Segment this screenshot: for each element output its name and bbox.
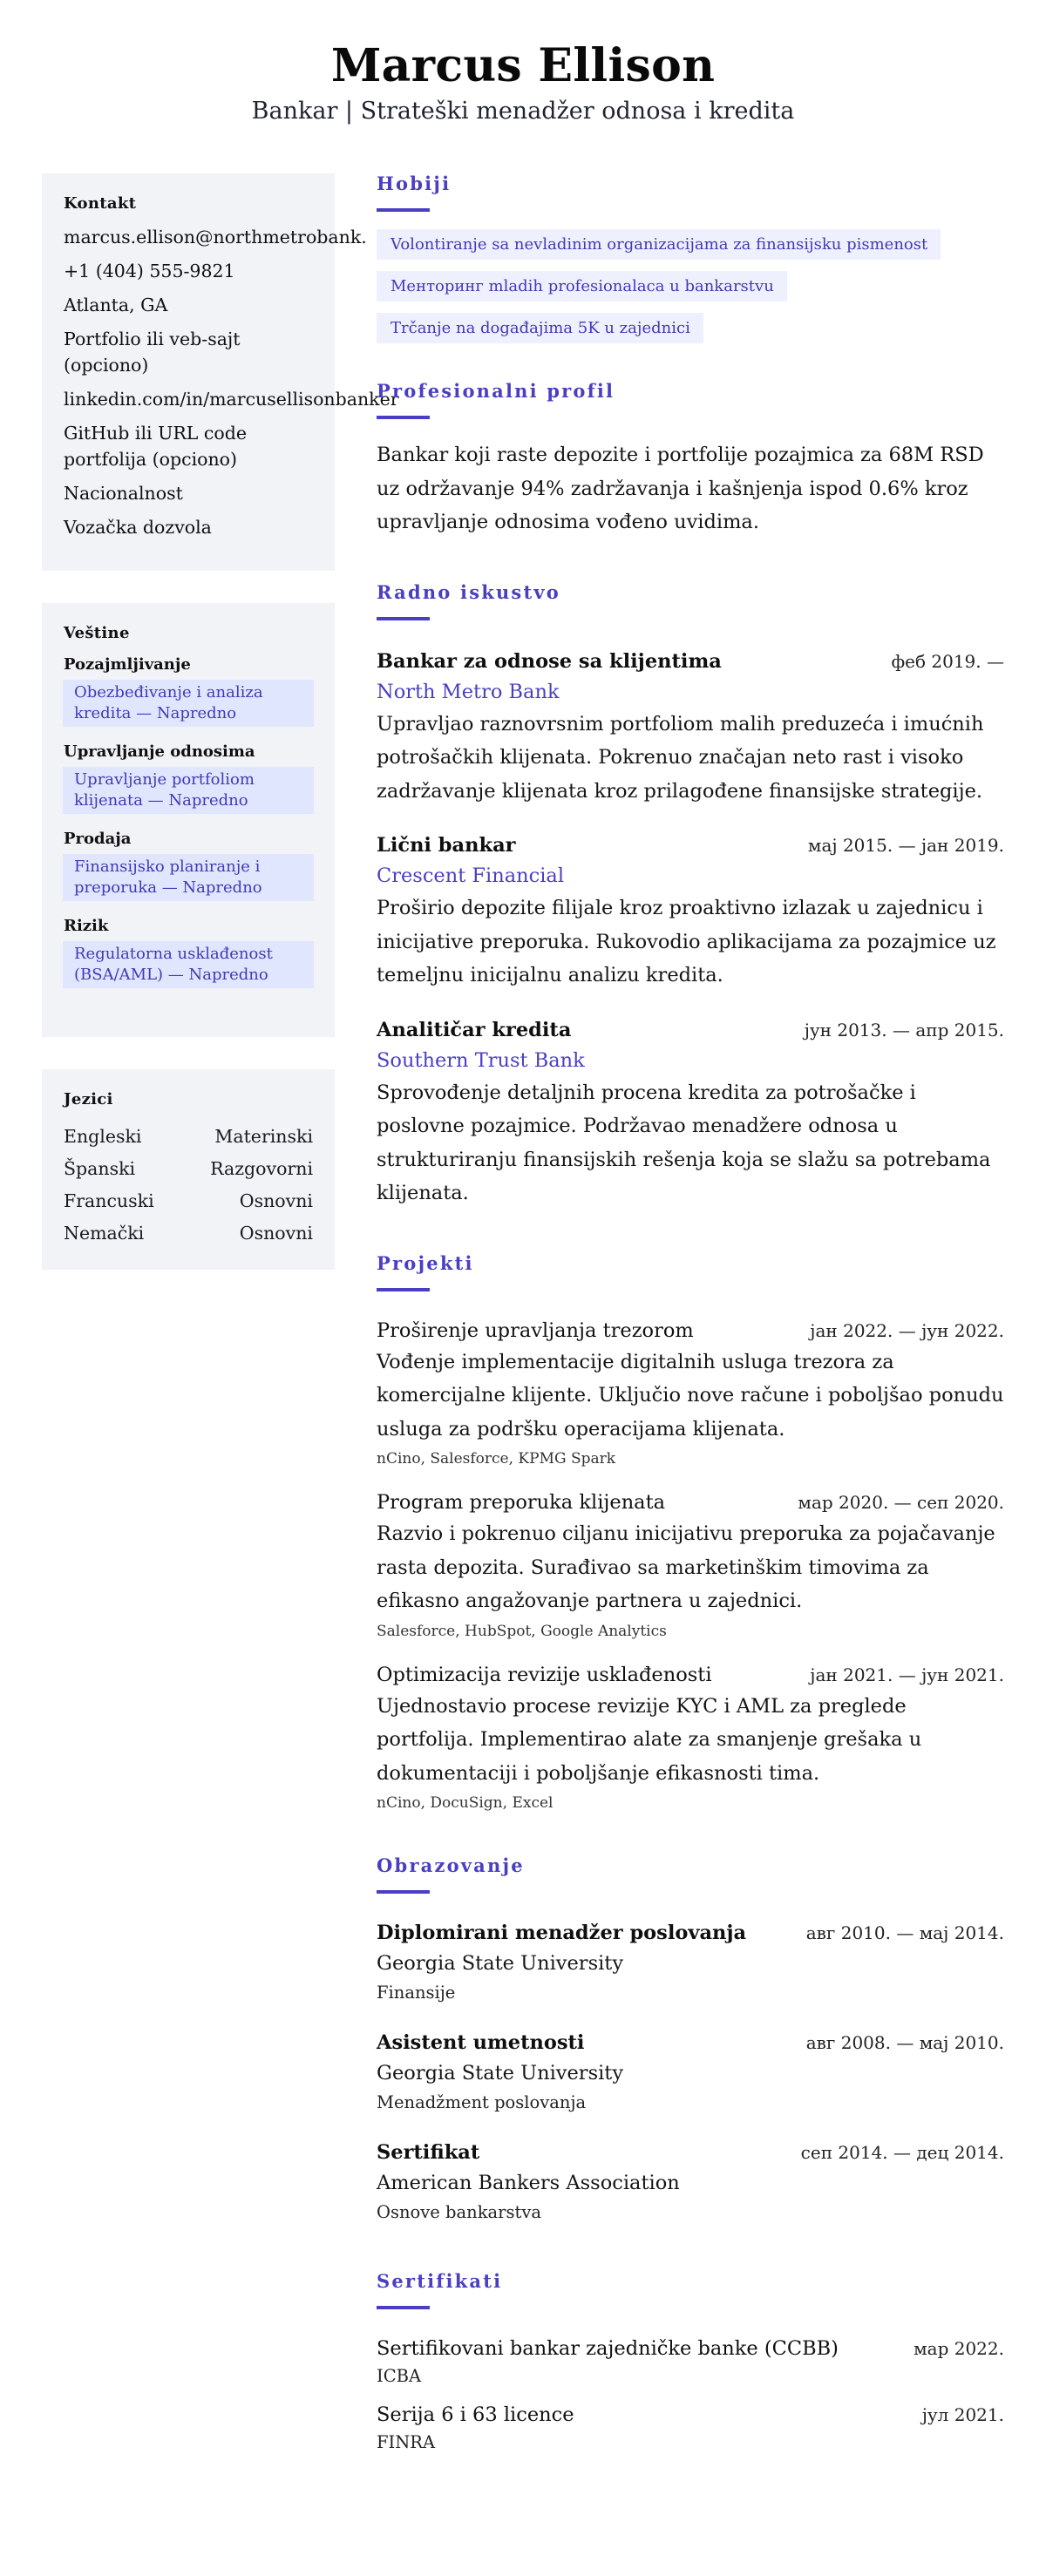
education-entry [377,2138,1004,2227]
certification-header [377,2334,1004,2363]
contact-location: Atlanta, GA [64,295,168,315]
job-description: Proširio depozite filijale kroz proaktivno izlazak u zajednicu i inicijative preporuka. Rukovodio aplikacijama za pozajmice uz temeljnu inicijalnu analizu kredita. [377,897,996,986]
contact-phone[interactable]: +1 (404) 555-9821 [64,261,235,281]
job-title: Bankar za odnose sa klijentima [377,649,722,673]
skill-tag: Upravljanje portfoliom klijenata — Napredno [63,767,314,814]
projects-heading: Projekti [377,1251,474,1274]
contact-email[interactable]: marcus.ellison@northmetrobank. [64,227,367,247]
project-tech-stack: nCino, DocuSign, Excel [377,1794,554,1812]
project-entry [377,1660,1004,1817]
language-name: Francuski [64,1190,154,1211]
sidebar [42,173,399,1302]
skill-group [64,654,313,727]
skills-box [42,603,335,1037]
education-field: Menadžment poslovanja [377,2092,587,2112]
section-divider [377,208,430,212]
certification-entry [377,2400,1004,2456]
project-date: мар 2020. — сеп 2020. [798,1492,1004,1513]
education-institution: American Bankers Association [377,2172,680,2194]
job-date: јун 2013. — апр 2015. [804,1019,1004,1041]
profile-section [377,378,1004,539]
education-institution: Georgia State University [377,2062,624,2085]
project-header [377,1316,1004,1346]
section-divider [377,1890,430,1894]
project-header [377,1660,1004,1690]
education-date: авг 2008. — мај 2010. [805,2032,1004,2053]
project-description: Razvio i pokrenuo ciljanu inicijativu preporuka za pojačavanje rasta depozita. Surađivao sa marketinškim timovima za efikasno angažovanje partnera u zajednici. [377,1522,995,1612]
certification-entry [377,2334,1004,2390]
contact-drivers-license: Vozačka dozvola [64,517,212,538]
job-company: North Metro Bank [377,680,560,703]
experience-section [377,580,1004,1210]
language-row [64,1188,313,1214]
certification-name: Sertifikovani bankar zajedničke banke (CCBB) [377,2337,839,2360]
section-divider [377,416,430,419]
skill-group [64,741,313,814]
project-date: јан 2021. — јун 2021. [810,1664,1004,1685]
language-row [64,1220,313,1246]
certification-issuer: ICBA [377,2366,422,2386]
certification-date: јул 2021. [921,2404,1004,2425]
contact-title: Kontakt [64,194,137,213]
languages-title: Jezici [64,1090,113,1108]
education-date: сеп 2014. — дец 2014. [800,2142,1004,2163]
language-level: Razgovorni [210,1158,313,1179]
certification-header [377,2400,1004,2430]
language-row [64,1156,313,1182]
certifications-section [377,2268,1004,2456]
contact-github[interactable]: GitHub ili URL code portfolija (opciono) [64,423,247,470]
certifications-heading: Sertifikati [377,2270,503,2292]
languages-box [42,1069,335,1270]
candidate-name: Marcus Ellison [330,39,716,92]
job-title: Lični bankar [377,834,516,857]
profile-heading: Profesionalni profil [377,380,615,402]
project-title: Optimizacija revizije usklađenosti [377,1663,712,1686]
certification-date: мар 2022. [914,2338,1004,2359]
skill-tag: Finansijsko planiranje i preporuka — Napredno [63,854,314,901]
education-degree: Diplomirani menadžer poslovanja [377,1922,747,1944]
job-header [377,830,1004,860]
skill-group-title: Upravljanje odnosima [64,742,255,761]
language-level: Osnovni [239,1223,313,1244]
contact-box [42,173,399,571]
project-title: Program preporuka klijenata [377,1491,666,1514]
skill-group [64,915,313,988]
education-field: Finansije [377,1983,456,2003]
job-header [377,1015,1004,1045]
project-date: јан 2022. — јун 2022. [810,1319,1004,1341]
hobby-tag: Trčanje na događajima 5K u zajednici [377,313,703,343]
education-header [377,2138,1004,2167]
job-company: Crescent Financial [377,864,565,887]
certification-issuer: FINRA [377,2432,436,2452]
skill-group [64,828,313,901]
education-header [377,2028,1004,2057]
job-description: Upravljao raznovrsnim portfoliom malih preduzeća i imućnih potrošačkih klijenata. Pokrenuo značajan neto rast i visoko zadržavanje klijenata kroz prilagođene finansijske strategije. [377,712,984,803]
main-content [377,171,1004,2456]
job-entry [377,1015,1004,1210]
skill-tag: Regulatorna usklađenost (BSA/AML) — Napredno [63,941,314,988]
hobby-tag: Менторинг mladih profesionalaca u bankarstvu [377,271,787,302]
job-title: Analitičar kredita [377,1018,572,1041]
skill-group-title: Prodaja [64,830,132,848]
project-header [377,1488,1004,1517]
project-entry [377,1316,1004,1473]
job-date: феб 2019. — [891,650,1004,672]
education-degree: Sertifikat [377,2141,480,2164]
contact-nationality: Nacionalnost [64,483,183,504]
section-divider [377,617,430,620]
language-level: Osnovni [239,1190,313,1211]
job-header [377,647,1004,676]
education-header [377,1918,1004,1948]
education-entry [377,1918,1004,2007]
language-name: Engleski [64,1126,142,1147]
profile-summary: Bankar koji raste depozite i portfolije pozajmica za 68M RSD uz održavanje 94% zadržavanja i kašnjenja ispod 0.6% kroz upravljanje odnosima vođeno uvidima. [377,444,984,533]
project-entry [377,1488,1004,1644]
contact-portfolio[interactable]: Portfolio ili veb-sajt (opciono) [64,329,241,376]
education-field: Osnove bankarstva [377,2202,541,2222]
job-description: Sprovođenje detaljnih procena kredita za potrošačke i poslovne pozajmice. Podržavao menadžere odnosa u strukturiranju finansijskih rešenja koja se slažu sa potrebama klijenata. [377,1081,991,1204]
skills-title: Veštine [64,624,130,642]
project-description: Ujednostavio procese revizije KYC i AML za preglede portfolija. Implementirao alate za smanjenje grešaka u dokumentaciji i poboljšanje efikasnosti tima. [377,1694,922,1785]
language-name: Španski [64,1158,136,1179]
hobby-list [377,229,1004,343]
hobbies-heading: Hobiji [377,173,452,194]
education-degree: Asistent umetnosti [377,2031,585,2054]
job-entry [377,830,1004,993]
hobby-tag: Volontiranje sa nevladinim organizacijama za finansijsku pismenost [377,229,941,260]
project-tech-stack: Salesforce, HubSpot, Google Analytics [377,1622,667,1640]
skill-tag: Obezbeđivanje i analiza kredita — Napredno [63,680,314,727]
language-row [64,1123,313,1149]
candidate-headline: Bankar | Strateški menadžer odnosa i kredita [251,98,795,125]
project-description: Vođenje implementacije digitalnih usluga trezora za komercijalne klijente. Uključio nove račune i poboljšao ponudu usluga za podršku operacijama klijenata. [377,1350,1004,1441]
hobbies-section [377,171,1004,343]
contact-linkedin[interactable]: linkedin.com/in/marcusellisonbanker [64,389,399,410]
skill-group-title: Pozajmljivanje [64,655,191,674]
language-level: Materinski [214,1126,313,1147]
experience-heading: Radno iskustvo [377,580,560,603]
job-company: Southern Trust Bank [377,1048,585,1072]
education-date: авг 2010. — мај 2014. [805,1922,1004,1943]
project-title: Proširenje upravljanja trezorom [377,1319,694,1342]
project-tech-stack: nCino, Salesforce, KPMG Spark [377,1450,616,1468]
education-institution: Georgia State University [377,1952,624,1975]
education-entry [377,2028,1004,2117]
education-section [377,1853,1004,2227]
skill-group-title: Rizik [64,917,109,935]
job-entry [377,647,1004,809]
language-name: Nemački [64,1223,145,1244]
section-divider [377,2306,430,2309]
job-date: мај 2015. — јан 2019. [807,835,1004,856]
certification-name: Serija 6 i 63 licence [377,2403,574,2426]
section-divider [377,1288,430,1291]
projects-section [377,1251,1004,1817]
education-heading: Obrazovanje [377,1854,525,1876]
